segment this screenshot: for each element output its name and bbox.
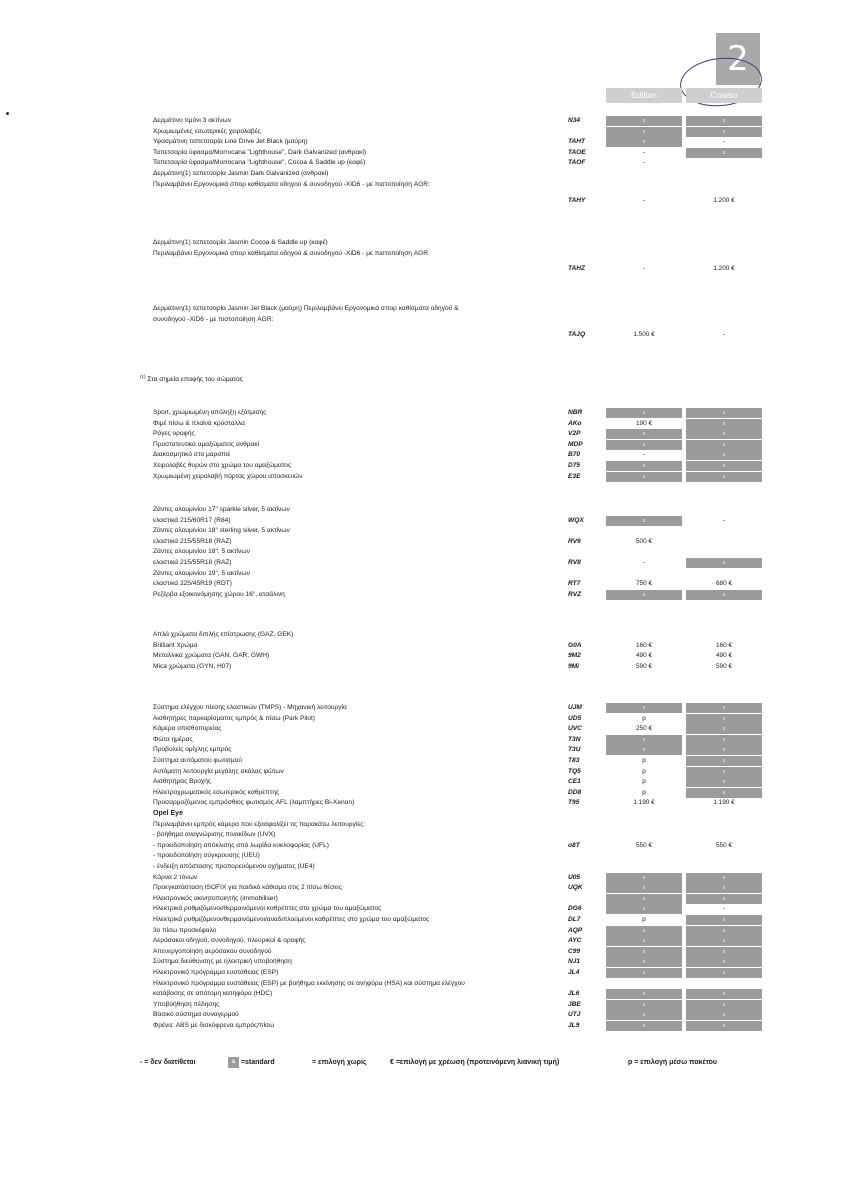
row-label: Ζάντες αλουμινίου 18", 5 ακτίνων bbox=[153, 548, 250, 556]
edition-value: s bbox=[606, 904, 682, 914]
option-code: UTJ bbox=[568, 1011, 581, 1019]
row-label: Μεταλλικά χρώματα (GAN, GAR, GWH) bbox=[153, 652, 270, 660]
edition-value: 490 € bbox=[636, 652, 652, 660]
edition-value: 160 € bbox=[636, 641, 652, 649]
row-label: Απενεργοποίηση αερόσακου συνοδηγού bbox=[153, 947, 272, 955]
cosmo-value: s bbox=[686, 1000, 762, 1010]
row-label: Υφασμάτινη ταπετσαρία Line Drive Jet Black (μαύρη) bbox=[153, 138, 308, 146]
option-code: CE1 bbox=[568, 778, 581, 786]
edition-value: - bbox=[642, 159, 646, 167]
footnote bbox=[140, 372, 243, 385]
cosmo-value: - bbox=[722, 905, 726, 913]
option-code: TAOE bbox=[568, 148, 586, 156]
option-code: o8T bbox=[568, 841, 580, 849]
cosmo-value: s bbox=[686, 127, 762, 137]
option-code: E3E bbox=[568, 472, 581, 480]
option-code: T83 bbox=[568, 757, 580, 764]
option-code: WQX bbox=[568, 516, 584, 524]
footnote-text: Στα σημεία επαφής του σώματος bbox=[147, 376, 243, 384]
row-label: Υποβοήθηση πέδησης bbox=[153, 1000, 220, 1008]
option-code: C99 bbox=[568, 947, 581, 955]
row-label: Δερμάτινο τιμόνι 3 ακτίνων bbox=[153, 117, 232, 124]
option-code: 9M2 bbox=[568, 652, 581, 660]
row-label: Ηλεκτροχρωματικός εσωτερικός καθρέπτης bbox=[153, 788, 280, 796]
option-code: U05 bbox=[568, 873, 581, 881]
row-label: Αισθητήρας Βροχής bbox=[153, 778, 212, 786]
standard-swatch: s bbox=[228, 1057, 239, 1068]
cosmo-value: s bbox=[686, 472, 762, 482]
edition-value: 1.190 € bbox=[633, 799, 655, 807]
option-code: RVZ bbox=[568, 590, 582, 598]
row-label: Χρωμιωμένες εσωτερικές χειρολαβές bbox=[153, 127, 261, 135]
cosmo-value: s bbox=[686, 590, 762, 600]
edition-value: s bbox=[606, 873, 682, 883]
row-label: Opel Eye bbox=[153, 810, 183, 817]
legend bbox=[140, 1056, 760, 1070]
edition-value: s bbox=[606, 461, 682, 471]
row-label: Σύστημα ελέγχου πίεσης ελαστικών (TMPS) - Μηχανική λειτουργία bbox=[153, 704, 347, 711]
edition-value: p bbox=[642, 916, 646, 923]
option-code: DG6 bbox=[568, 905, 582, 913]
edition-value: s bbox=[606, 968, 682, 978]
edition-value: 590 € bbox=[636, 662, 652, 670]
edition-value: s bbox=[606, 989, 682, 999]
row-label: Ηλεκτρικά ρυθμιζόμενοι/θερμαινόμενοι καθρέπτες στο χρώμα του αμαξώματος bbox=[153, 905, 382, 913]
row-label: Προεγκατάσταση ISOFIX για παιδικό κάθισμα στις 2 πίσω θέσεις bbox=[153, 884, 342, 892]
cosmo-value: 680 € bbox=[716, 580, 732, 588]
edition-value: 190 € bbox=[636, 419, 652, 427]
option-code: TAHZ bbox=[568, 265, 586, 272]
row-label: Δερμάτινη(1) ταπετσαρία Jasmin Jet Black (μαύρη) Περιλαμβάνει Εργονομικά σπορ καθίσματα οδηγού & bbox=[153, 305, 459, 312]
option-code: NBR bbox=[568, 409, 583, 416]
edition-value: s bbox=[606, 883, 682, 893]
edition-value: s bbox=[606, 1000, 682, 1010]
cosmo-value: 1.200 € bbox=[713, 197, 735, 204]
edition-value: s bbox=[606, 1010, 682, 1020]
cosmo-value: s bbox=[686, 558, 762, 568]
option-code: MDP bbox=[568, 440, 583, 448]
cosmo-value: s bbox=[686, 883, 762, 893]
cosmo-value: s bbox=[686, 419, 762, 429]
row-label: Sport, χρωμιωμένη απόληξη εξάτμισης bbox=[153, 409, 267, 416]
option-code: UJM bbox=[568, 704, 582, 711]
option-code: UD5 bbox=[568, 714, 582, 722]
row-label: Δερμάτινη(1) ταπετσαρία Jasmin Dark Galvanized (ανθρακί) bbox=[153, 170, 329, 177]
legend-package: p = επιλογή μέσω πακέτου bbox=[628, 1059, 717, 1066]
option-code: B70 bbox=[568, 451, 581, 459]
row-label: ελαστικά 215/55R18 (RAZ) bbox=[153, 559, 232, 566]
option-code: RT7 bbox=[568, 580, 581, 588]
cosmo-value: s bbox=[686, 408, 762, 418]
edition-value: s bbox=[606, 408, 682, 418]
row-label: Περιλαμβάνει Εργονομικά σπορ καθίσματα οδηγού & συνοδηγού -XiD6 - με πιστοποίηση AGR: bbox=[153, 180, 430, 188]
footnote-marker: (1) bbox=[140, 374, 146, 379]
row-label: Mica χρώματα (GYN, H07) bbox=[153, 662, 232, 670]
row-label: συνοδηγού -XiD6 - με πιστοποίηση AGR: bbox=[153, 315, 274, 323]
row-label: Φώτα ημέρας bbox=[153, 735, 193, 743]
option-code: JL9 bbox=[568, 1022, 580, 1029]
edition-value: s bbox=[606, 127, 682, 137]
edition-value: p bbox=[642, 788, 646, 796]
row-label: - ένδειξη απόστασης προπορευόμενου οχήματος (UE4) bbox=[153, 863, 315, 870]
option-code: TAHT bbox=[568, 138, 586, 146]
cosmo-value: - bbox=[722, 138, 726, 146]
cosmo-value: s bbox=[686, 714, 762, 724]
cosmo-value: s bbox=[686, 461, 762, 471]
row-label: Αερόσακοι οδηγού, συνοδηγού, πλευρικοί & οροφής bbox=[153, 937, 306, 945]
edition-value: s bbox=[606, 472, 682, 482]
row-label: Κάμερα οπισθοπορείας bbox=[153, 725, 222, 733]
page-number-badge: 2 bbox=[716, 33, 760, 85]
option-code: T3U bbox=[568, 746, 581, 754]
option-code: TAHY bbox=[568, 197, 586, 204]
option-code: JL4 bbox=[568, 969, 580, 976]
edition-value: s bbox=[606, 957, 682, 967]
row-label: Ράγες οροφής bbox=[153, 430, 195, 438]
option-code: RV6 bbox=[568, 537, 581, 545]
row-label: Κόρνα 2 τόνων bbox=[153, 873, 198, 881]
option-code: N34 bbox=[568, 117, 581, 124]
row-label: Ζάντες αλουμινίου 18" sterling silver, 5 ακτίνων bbox=[153, 527, 290, 535]
cosmo-value: 1.200 € bbox=[713, 265, 735, 272]
option-code: AQP bbox=[568, 926, 583, 934]
row-label: Ηλεκτρονικός ακινητοποιητής (immobiliser) bbox=[153, 894, 278, 902]
legend-standard bbox=[228, 1056, 275, 1070]
option-code: AKo bbox=[568, 419, 582, 427]
row-label: κατάβασης σε απότομη κατηφόρα (HDC) bbox=[153, 990, 273, 998]
edition-value: - bbox=[642, 148, 646, 156]
option-code: JBE bbox=[568, 1000, 581, 1008]
option-code: NJ1 bbox=[568, 958, 581, 966]
legend-euro: € =επιλογή με χρέωση (προτεινόμενη λιανική τιμή) bbox=[390, 1059, 560, 1066]
option-code: TQ5 bbox=[568, 767, 581, 775]
edition-value: - bbox=[642, 265, 646, 272]
row-label: Φρένα: ABS με δισκόφρενα εμπρός/πίσω bbox=[153, 1022, 275, 1029]
cosmo-value: 160 € bbox=[716, 641, 732, 649]
option-code: 9Mi bbox=[568, 662, 579, 670]
row-label: Ηλεκτρονικό πρόγραμμα ευστάθειας (ESP) bbox=[153, 969, 279, 976]
row-label: Προστατευτικά αμαξώματος ανθρακί bbox=[153, 440, 260, 448]
row-label: Χειρολαβές θυρών στο χρώμα του αμαξώματος bbox=[153, 462, 292, 469]
edition-value: 750 € bbox=[636, 580, 652, 588]
edition-value: s bbox=[606, 429, 682, 439]
edition-value: 1.500 € bbox=[633, 331, 655, 338]
row-label: Διακοσμητικό στο μαρσπιέ bbox=[153, 451, 231, 459]
row-label: Ηλεκτρικά ρυθμιζόμενοι/θερμαινόμενοι/αναδιπλούμενοι καθρέπτες στο χρώμα του αμαξώματος bbox=[153, 916, 430, 923]
cosmo-value: s bbox=[686, 989, 762, 999]
edition-value: - bbox=[642, 559, 646, 566]
edition-value: s bbox=[606, 926, 682, 936]
cosmo-value: s bbox=[686, 1021, 762, 1031]
row-label: Ταπετσαρία ύφασμα/Morrocana "Lighthouse", Dark Galvanized (ανθρακί) bbox=[153, 148, 367, 156]
cosmo-value: 1.190 € bbox=[713, 799, 735, 807]
edition-value: p bbox=[642, 714, 646, 722]
legend-standard-text: =standard bbox=[240, 1059, 275, 1066]
option-code: DD8 bbox=[568, 788, 582, 796]
option-code: JL6 bbox=[568, 990, 580, 998]
row-label: ελαστικά 215/55R18 (RAZ) bbox=[153, 537, 232, 545]
row-label: Περιλαμβάνει εμπρός κάμερα που εξασφαλίζει τις παρακάτω λειτουργίες: bbox=[153, 820, 366, 828]
cosmo-value: s bbox=[686, 767, 762, 777]
row-label: Σύστημα αυτόματου φωτισμού bbox=[153, 757, 242, 764]
option-code: RV8 bbox=[568, 559, 581, 566]
option-code: TAOF bbox=[568, 159, 586, 167]
row-label: Ταπετσαρία ύφασμα/Morrocana "Lighthouse", Cocoa & Saddle up (καφέ) bbox=[153, 159, 366, 167]
edition-value: s bbox=[606, 516, 682, 526]
row-label: Αισθητήρες παρκαρίσματος εμπρός & πίσω (Park Pilot) bbox=[153, 714, 315, 722]
edition-value: 250 € bbox=[636, 725, 652, 733]
cosmo-value: s bbox=[686, 777, 762, 787]
option-code: D75 bbox=[568, 462, 581, 469]
edition-value: 500 € bbox=[636, 537, 652, 545]
edition-value: - bbox=[642, 451, 646, 459]
option-code: AYC bbox=[568, 937, 582, 945]
option-code: DL7 bbox=[568, 916, 581, 923]
cosmo-value: s bbox=[686, 1010, 762, 1020]
edition-value: p bbox=[642, 778, 646, 786]
option-code: V2P bbox=[568, 430, 581, 438]
edition-value: p bbox=[642, 757, 646, 764]
row-label: Προβολείς ομίχλης εμπρός bbox=[153, 746, 232, 754]
cosmo-value: s bbox=[686, 894, 762, 904]
row-label: Βασικό σύστημα συναγερμού bbox=[153, 1011, 239, 1019]
edition-value: s bbox=[606, 116, 682, 126]
cosmo-value: s bbox=[686, 926, 762, 936]
cosmo-value: 590 € bbox=[716, 662, 732, 670]
row-label: Ρεζέρβα εξοικονόμησης χώρου 16", ατσάλινη bbox=[153, 590, 285, 598]
row-label: ελαστικά 215/60R17 (R84) bbox=[153, 516, 231, 524]
column-header-edition: Edition bbox=[606, 88, 682, 103]
option-code: T3N bbox=[568, 735, 581, 743]
cosmo-value: s bbox=[686, 957, 762, 967]
cosmo-value: s bbox=[686, 440, 762, 450]
cosmo-value: s bbox=[686, 947, 762, 957]
cosmo-value: s bbox=[686, 724, 762, 734]
column-header-cosmo: Cosmo bbox=[686, 88, 762, 103]
cosmo-value: s bbox=[686, 968, 762, 978]
cosmo-value: s bbox=[686, 788, 762, 798]
option-code: TAJQ bbox=[568, 331, 586, 338]
cosmo-value: s bbox=[686, 735, 762, 745]
cosmo-value: s bbox=[686, 703, 762, 713]
edition-value: s bbox=[606, 735, 682, 745]
row-label: Ζάντες αλουμινίου 17" sparkle silver, 5 ακτίνων bbox=[153, 506, 290, 513]
row-label: ελαστικά 225/45R19 (RDT) bbox=[153, 580, 232, 588]
cosmo-value: s bbox=[686, 745, 762, 755]
cosmo-value: s bbox=[686, 915, 762, 925]
cosmo-value: s bbox=[686, 936, 762, 946]
row-label: Ζάντες αλουμινίου 19", 5 ακτίνων bbox=[153, 569, 250, 577]
edition-value: s bbox=[606, 703, 682, 713]
legend-no-charge: = επιλογή χωρίς bbox=[312, 1059, 367, 1066]
row-label: - προειδοποίηση σύγκρουσης (UEU) bbox=[153, 852, 260, 860]
row-label: Προσαρμοζόμενος εμπρόσθιος φωτισμός AFL (λαμπτήρες Bi-Xenon) bbox=[153, 799, 355, 807]
edition-value: s bbox=[606, 745, 682, 755]
cosmo-value: s bbox=[686, 450, 762, 460]
row-label: Ηλεκτρονικό πρόγραμμα ευστάθειας (ESP) με βοήθημα εκκίνησης σε ανηφόρα (HSA) και σύστημα ελέγχου bbox=[153, 979, 465, 987]
cosmo-value: 550 € bbox=[716, 841, 732, 849]
cosmo-value: 490 € bbox=[716, 652, 732, 660]
scan-dot bbox=[6, 112, 9, 115]
edition-value: s bbox=[606, 440, 682, 450]
cosmo-value: s bbox=[686, 148, 762, 158]
cosmo-value: - bbox=[722, 331, 726, 338]
option-code: UQK bbox=[568, 884, 583, 892]
edition-value: s bbox=[606, 936, 682, 946]
row-label: Περιλαμβάνει Εργονομικά σπορ καθίσματα οδηγού & συνοδηγού -XiD6 - με πιστοποίηση AGR: bbox=[153, 249, 430, 257]
row-label: Χρωμιωμένη χειρολαβή πόρτας χώρου αποσκευών bbox=[153, 472, 303, 480]
cosmo-value: s bbox=[686, 116, 762, 126]
row-label: 3ο πίσω προσκέφαλο bbox=[153, 926, 217, 934]
row-label: Αυτόματη λειτουργία μεγάλης σκάλας φώτων bbox=[153, 767, 284, 775]
row-label: Σύστημα διεύθυνσης με ηλεκτρική υποβοήθηση bbox=[153, 958, 292, 966]
edition-value: s bbox=[606, 894, 682, 904]
row-label: Απλά χρώματα διπλής επίστρωσης (GAZ, GEK) bbox=[153, 631, 294, 638]
row-label: - βοήθημα αναγνώρισης πινακίδων (UVX) bbox=[153, 831, 276, 839]
legend-not-available: - = δεν διατίθεται bbox=[140, 1059, 196, 1066]
cosmo-value: s bbox=[686, 873, 762, 883]
cosmo-value: s bbox=[686, 756, 762, 766]
row-label: Φιμέ πίσω & πλαϊνά κρύσταλλα bbox=[153, 419, 245, 427]
cosmo-value: - bbox=[722, 516, 726, 524]
edition-value: - bbox=[642, 197, 646, 204]
option-code: UVC bbox=[568, 725, 582, 733]
row-label: - προειδοποίηση απόκλισης από λωρίδα κυκλοφορίας (UFL) bbox=[153, 841, 329, 849]
option-code: G0A bbox=[568, 641, 582, 649]
row-label: Δερμάτινη(1) ταπετσαρία Jasmin Cocoa & Saddle up (καφέ) bbox=[153, 239, 328, 246]
edition-value: s bbox=[606, 590, 682, 600]
row-label: Brilliant Χρώμα bbox=[153, 641, 198, 649]
option-code: T95 bbox=[568, 799, 580, 807]
edition-value: s bbox=[606, 1021, 682, 1031]
edition-value: p bbox=[642, 767, 646, 775]
cosmo-value: s bbox=[686, 429, 762, 439]
edition-value: s bbox=[606, 947, 682, 957]
edition-value: s bbox=[606, 137, 682, 147]
edition-value: 550 € bbox=[636, 841, 652, 849]
